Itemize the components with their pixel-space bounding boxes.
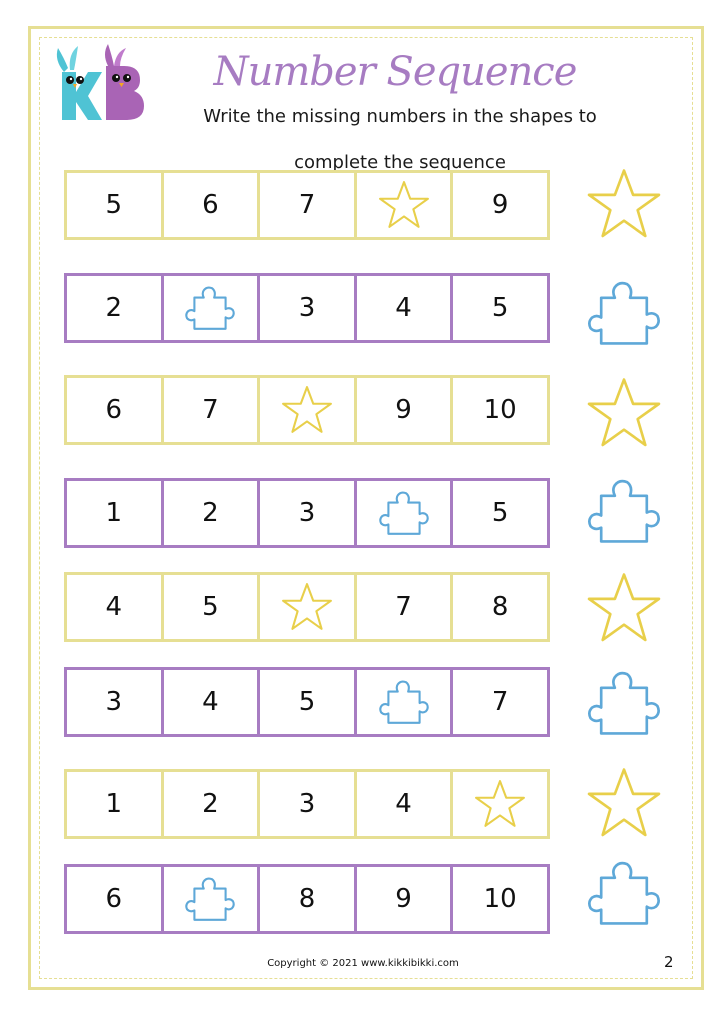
kikkibikki-logo [50,44,146,124]
number-cell: 3 [257,772,354,836]
blank-cell-star-icon[interactable] [257,378,354,442]
number-cell: 3 [257,481,354,545]
answer-puzzle-icon[interactable] [586,855,662,931]
answer-star-icon[interactable] [586,375,662,451]
blank-cell-puzzle-icon[interactable] [354,670,451,734]
sequence-row [64,170,550,240]
page-title: Number Sequence [213,49,577,95]
blank-cell-star-icon[interactable] [354,173,451,237]
answer-puzzle-icon[interactable] [586,473,662,549]
number-cell: 8 [257,867,354,931]
number-cell: 4 [105,592,123,622]
sequence-row [64,769,550,839]
number-cell: 10 [450,378,547,442]
sequence-row [64,375,550,445]
blank-cell-puzzle-icon[interactable] [161,276,258,340]
answer-star-icon[interactable] [586,166,662,242]
sequence-row [64,667,550,737]
number-cell: 4 [354,276,451,340]
number-cell: 7 [450,670,547,734]
number-cell: 9 [354,867,451,931]
number-cell: 10 [450,867,547,931]
number-cell: 5 [161,575,258,639]
answer-puzzle-icon[interactable] [586,275,662,351]
sequence-row [64,864,550,934]
number-cell: 5 [450,481,547,545]
number-cell: 1 [105,789,123,819]
number-cell: 5 [257,670,354,734]
number-cell: 6 [105,395,123,425]
number-cell: 6 [161,173,258,237]
number-cell: 9 [354,378,451,442]
number-cell: 4 [354,772,451,836]
number-cell: 6 [105,884,123,914]
answer-star-icon[interactable] [586,570,662,646]
number-cell: 7 [257,173,354,237]
copyright-text: Copyright © 2021 www.kikkibikki.com [267,958,459,969]
sequence-row [64,273,550,343]
page-number: 2 [664,953,674,971]
number-cell: 4 [161,670,258,734]
number-cell: 7 [161,378,258,442]
sequence-row [64,478,550,548]
number-cell: 3 [105,687,123,717]
number-cell: 5 [450,276,547,340]
number-cell: 2 [161,481,258,545]
answer-puzzle-icon[interactable] [586,665,662,741]
number-cell: 8 [450,575,547,639]
number-cell: 9 [450,173,547,237]
answer-star-icon[interactable] [586,765,662,841]
sequence-row [64,572,550,642]
number-cell: 2 [161,772,258,836]
number-cell: 1 [105,498,123,528]
number-cell: 3 [257,276,354,340]
blank-cell-star-icon[interactable] [257,575,354,639]
number-cell: 7 [354,575,451,639]
number-cell: 2 [105,293,123,323]
blank-cell-star-icon[interactable] [450,772,547,836]
blank-cell-puzzle-icon[interactable] [161,867,258,931]
blank-cell-puzzle-icon[interactable] [354,481,451,545]
number-cell: 5 [105,190,123,220]
instructions-text: Write the missing numbers in the shapes to complete the sequence [203,106,597,173]
